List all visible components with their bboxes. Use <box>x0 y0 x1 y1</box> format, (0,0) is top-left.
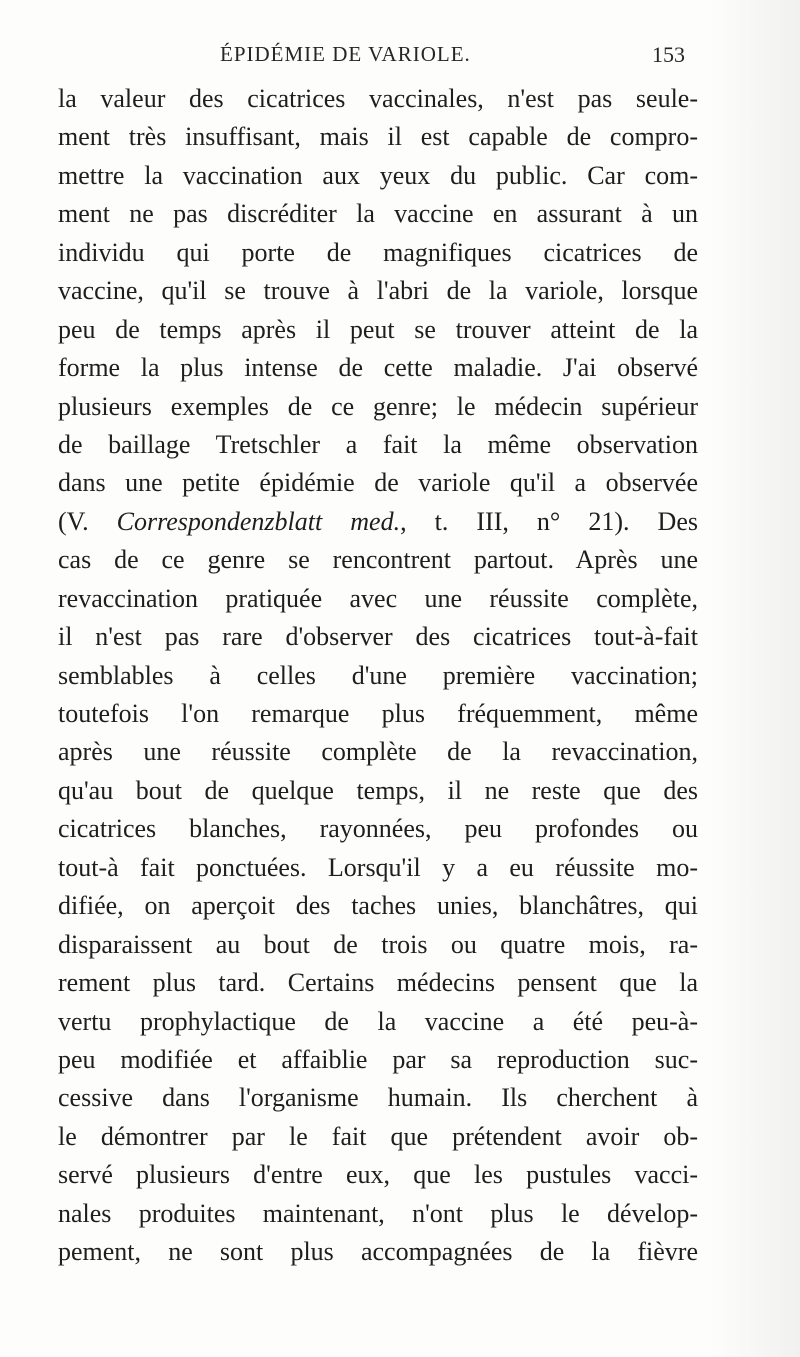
body-text <box>58 80 698 1272</box>
text-line: rement plus tard. Certains médecins pensent que la <box>58 968 698 998</box>
text-line: (V. Correspondenzblatt med., t. III, n° 21). Des <box>58 506 698 536</box>
text-line: pement, ne sont plus accompagnées de la fièvre <box>58 1237 698 1267</box>
page-edge-shadow <box>710 0 800 1357</box>
running-title: ÉPIDÉMIE DE VARIOLE. <box>220 42 471 66</box>
page-number: 153 <box>652 42 685 67</box>
text-line: semblables à celles d'une première vaccination; <box>58 660 698 690</box>
text-line: toutefois l'on remarque plus fréquemment, même <box>58 699 698 728</box>
text-line: il n'est pas rare d'observer des cicatrices tout-à-fait <box>58 622 698 652</box>
text-line: peu modifiée et affaiblie par sa reproduction suc- <box>58 1044 698 1074</box>
text-line: après une réussite complète de la revaccination, <box>58 737 698 767</box>
text-line: individu qui porte de magnifiques cicatrices de <box>58 237 698 267</box>
text-line: disparaissent au bout de trois ou quatre mois, ra- <box>58 929 698 959</box>
text-line: vaccine, qu'il se trouve à l'abri de la variole, lorsque <box>58 276 698 306</box>
text-line: difiée, on aperçoit des taches unies, blanchâtres, qui <box>58 891 698 921</box>
text-line: forme la plus intense de cette maladie. J'ai observé <box>58 353 698 383</box>
text-line: cicatrices blanches, rayonnées, peu profondes ou <box>58 814 698 844</box>
text-line: revaccination pratiquée avec une réussite complète, <box>58 583 698 613</box>
text-line: peu de temps après il peut se trouver atteint de la <box>58 314 698 344</box>
text-line: servé plusieurs d'entre eux, que les pustules vacci- <box>58 1160 698 1190</box>
text-line: plusieurs exemples de ce genre; le médecin supérieur <box>58 391 698 421</box>
text-line: ment ne pas discréditer la vaccine en assurant à un <box>58 199 698 229</box>
text-line: mettre la vaccination aux yeux du public. Car com- <box>58 160 698 190</box>
text-line: nales produites maintenant, n'ont plus le dévelop- <box>58 1198 698 1228</box>
text-line: la valeur des cicatrices vaccinales, n'est pas seule- <box>58 84 698 113</box>
text-line: de baillage Tretschler a fait la même observation <box>58 429 698 459</box>
text-line: cas de ce genre se rencontrent partout. Après une <box>58 545 698 575</box>
text-line: cessive dans l'organisme humain. Ils cherchent à <box>58 1083 698 1113</box>
text-line: vertu prophylactique de la vaccine a été peu-à- <box>58 1006 698 1036</box>
text-line: qu'au bout de quelque temps, il ne reste que des <box>58 775 698 805</box>
page-header <box>60 40 685 76</box>
text-line: tout-à fait ponctuées. Lorsqu'il y a eu réussite mo- <box>58 852 698 882</box>
text-line: ment très insuffisant, mais il est capable de compro- <box>58 122 698 152</box>
text-line: dans une petite épidémie de variole qu'il a observée <box>58 468 698 498</box>
text-line: le démontrer par le fait que prétendent avoir ob- <box>58 1121 698 1151</box>
